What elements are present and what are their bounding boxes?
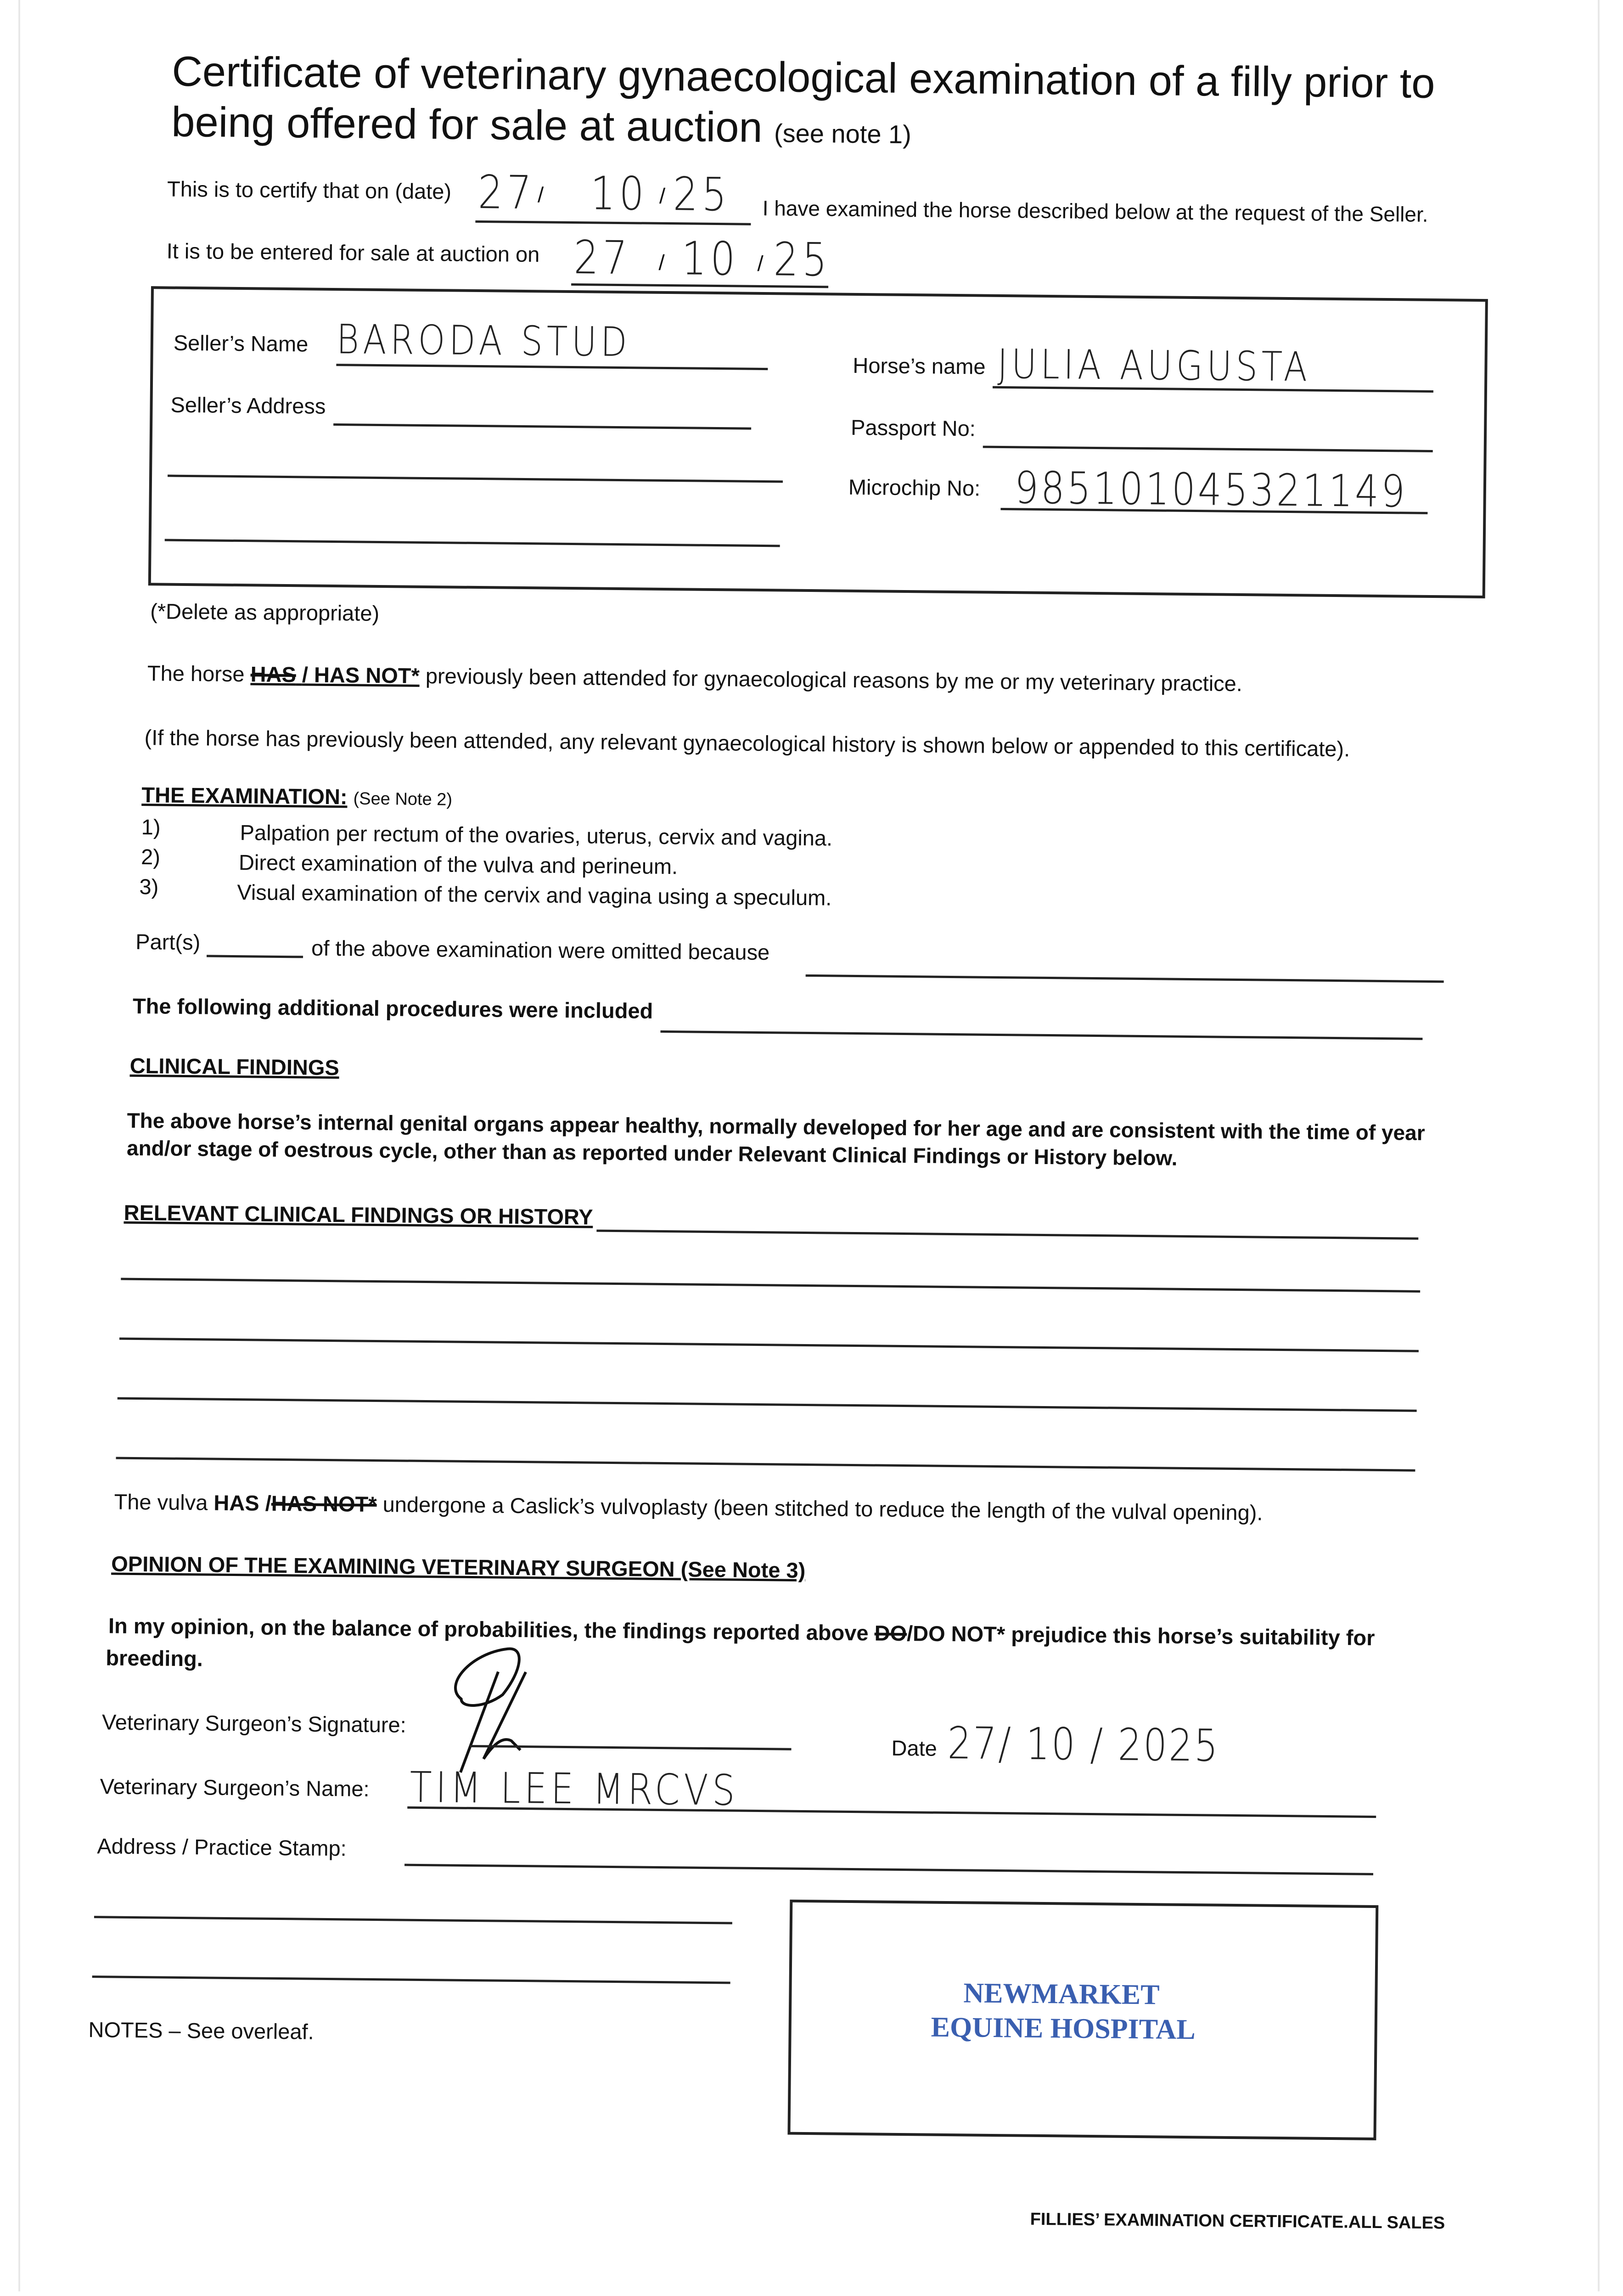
- horse-name-label: Horse’s name: [853, 353, 986, 379]
- attended-suffix: previously been attended for gynaecological reasons by me or my veterinary practice.: [425, 663, 1243, 696]
- omitted-prefix: Part(s): [135, 929, 201, 955]
- stamp-line2: EQUINE HOSPITAL: [931, 2011, 1196, 2046]
- auction-date-separator: /: [757, 251, 764, 276]
- attended-prefix: The horse: [147, 661, 245, 687]
- clinical-heading: CLINICAL FINDINGS: [129, 1053, 340, 1080]
- title-line1: Certificate of veterinary gynaecological examination of a filly prior to: [172, 48, 1435, 107]
- certify-month[interactable]: 10: [590, 166, 648, 221]
- exam-item-3-num: 3): [139, 874, 159, 899]
- opinion-line-1: [108, 1613, 1375, 1650]
- vulva-struck: HAS NOT*: [271, 1491, 377, 1517]
- certify-year[interactable]: 25: [673, 167, 731, 222]
- relevant-heading: RELEVANT CLINICAL FINDINGS OR HISTORY: [124, 1200, 593, 1229]
- horse-name-value[interactable]: JULIA AUGUSTA: [997, 340, 1312, 391]
- clinical-paragraph-1: The above horse’s internal genital organs appear healthy, normally developed for her age and are consistent with the time of year: [127, 1108, 1425, 1145]
- omitted-parts-line[interactable]: [207, 955, 303, 958]
- certify-date-separator: /: [659, 183, 666, 208]
- attended-statement: [147, 660, 1242, 696]
- address-line-1[interactable]: [404, 1864, 1373, 1875]
- additional-label: The following additional procedures were included: [132, 993, 653, 1023]
- relevant-line-5[interactable]: [116, 1457, 1415, 1472]
- vulva-statement: [114, 1489, 1263, 1525]
- surgeon-name-value[interactable]: TIM LEE MRCVS: [410, 1762, 739, 1815]
- clinical-paragraph-2: and/or stage of oestrous cycle, other than as reported under Relevant Clinical Findings or History below.: [126, 1136, 1178, 1170]
- opinion-prefix: In my opinion, on the balance of probabilities, the findings reported above: [108, 1613, 869, 1645]
- exam-item-2: Direct examination of the vulva and perineum.: [238, 850, 678, 879]
- attended-options[interactable]: [250, 662, 420, 688]
- seller-address-label: Seller’s Address: [170, 392, 326, 418]
- examination-note: (See Note 2): [353, 789, 453, 810]
- vulva-options[interactable]: [213, 1491, 377, 1516]
- microchip-label: Microchip No:: [848, 474, 981, 501]
- attended-option: / HAS NOT*: [302, 662, 420, 688]
- auction-prefix: It is to be entered for sale at auction on: [166, 238, 540, 267]
- opinion-suffix: prejudice this horse’s suitability for: [1011, 1622, 1375, 1650]
- stamp-line1: NEWMARKET: [963, 1977, 1160, 2011]
- omitted-reason-line[interactable]: [806, 974, 1444, 983]
- opinion-struck: DO: [874, 1621, 907, 1646]
- date-value[interactable]: 27/ 10 / 2025: [947, 1717, 1220, 1772]
- examination-heading-text: THE EXAMINATION:: [141, 782, 348, 809]
- passport-label: Passport No:: [850, 415, 976, 441]
- auction-month[interactable]: 10: [681, 231, 740, 286]
- delete-note: (*Delete as appropriate): [150, 599, 380, 625]
- address-line-3[interactable]: [92, 1975, 730, 1984]
- relevant-line-2[interactable]: [121, 1278, 1420, 1293]
- certify-date-separator: /: [537, 182, 544, 207]
- notes-text: NOTES – See overleaf.: [88, 2017, 314, 2044]
- exam-item-1: Palpation per rectum of the ovaries, uterus, cervix and vagina.: [240, 820, 833, 850]
- footer-text: FILLIES’ EXAMINATION CERTIFICATE.ALL SALES: [1030, 2209, 1445, 2233]
- relevant-line-1[interactable]: [596, 1230, 1418, 1240]
- surgeon-name-label: Veterinary Surgeon’s Name:: [100, 1774, 370, 1801]
- seller-name-label: Seller’s Name: [173, 330, 309, 356]
- history-note: (If the horse has previously been attended, any relevant gynaecological history is shown below or appended to this certificate).: [144, 725, 1350, 761]
- exam-item-2-num: 2): [140, 844, 161, 869]
- vulva-prefix: The vulva: [114, 1489, 208, 1515]
- address-line-2[interactable]: [94, 1916, 732, 1924]
- opinion-option: /DO NOT*: [906, 1621, 1005, 1647]
- relevant-line-3[interactable]: [119, 1338, 1419, 1352]
- certify-suffix: I have examined the horse described below at the request of the Seller.: [762, 196, 1428, 226]
- additional-line[interactable]: [660, 1030, 1422, 1040]
- title-line2: [171, 98, 912, 153]
- microchip-value[interactable]: 985101045321149: [1014, 462, 1408, 518]
- title-note: (see note 1): [774, 118, 912, 149]
- title-line2-text: being offered for sale at auction: [171, 98, 763, 151]
- auction-date-separator: /: [658, 250, 665, 275]
- exam-item-1-num: 1): [141, 815, 161, 839]
- examination-heading: [141, 782, 452, 810]
- auction-year[interactable]: 25: [773, 232, 831, 287]
- auction-day[interactable]: 27: [573, 231, 632, 285]
- signature-label: Veterinary Surgeon’s Signature:: [101, 1710, 407, 1737]
- seller-name-value[interactable]: BARODA STUD: [336, 315, 631, 366]
- address-stamp-label: Address / Practice Stamp:: [97, 1834, 347, 1861]
- certify-day[interactable]: 27: [477, 165, 536, 220]
- certify-prefix: This is to certify that on (date): [167, 176, 452, 204]
- opinion-options[interactable]: [874, 1621, 1005, 1646]
- omitted-suffix: of the above examination were omitted because: [311, 935, 770, 965]
- signature-mark[interactable]: [433, 1643, 627, 1783]
- date-label: Date: [891, 1735, 938, 1761]
- relevant-line-4[interactable]: [118, 1397, 1417, 1412]
- vulva-option: HAS /: [213, 1490, 272, 1515]
- vulva-suffix: undergone a Caslick’s vulvoplasty (been stitched to reduce the length of the vulval opening).: [382, 1492, 1263, 1525]
- attended-struck: HAS: [250, 662, 297, 687]
- opinion-heading: OPINION OF THE EXAMINING VETERINARY SURGEON (See Note 3): [111, 1551, 806, 1582]
- exam-item-3: Visual examination of the cervix and vagina using a speculum.: [237, 880, 832, 910]
- opinion-line-2: breeding.: [106, 1645, 203, 1671]
